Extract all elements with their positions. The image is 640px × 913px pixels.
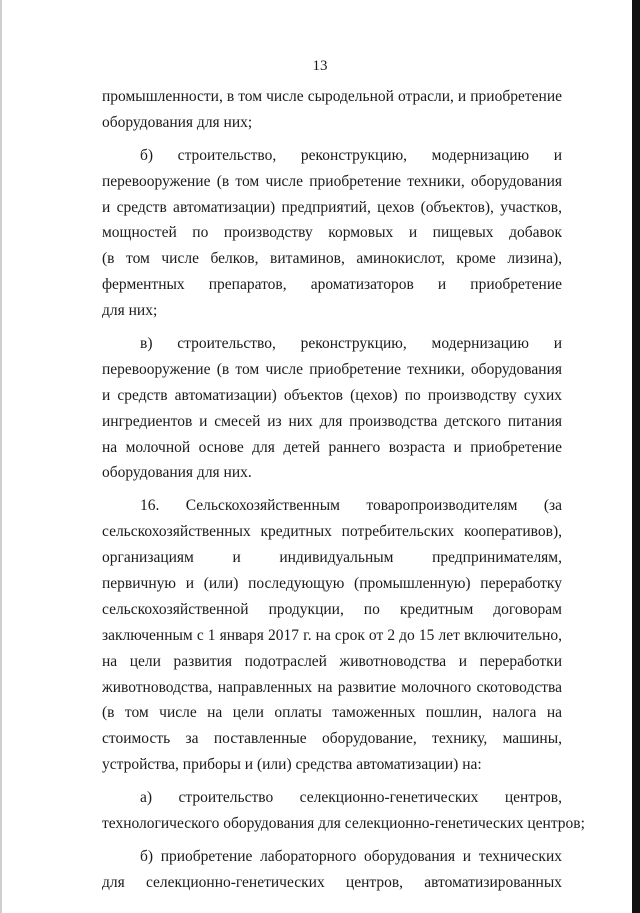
- text-line: для селекционно-генетических центров, автоматизированных: [102, 873, 562, 891]
- scan-right-edge: [632, 0, 640, 913]
- paragraph-gap: [102, 324, 562, 331]
- scan-left-edge: [0, 0, 2, 913]
- text-line: сельскохозяйственных кредитных потребительских кооперативов),: [102, 523, 562, 541]
- paragraph-gap: [102, 837, 562, 844]
- paragraph-gap: [102, 778, 562, 785]
- text-line: перевооружение (в том числе приобретение техники, оборудования: [102, 172, 562, 190]
- text-line: технологического оборудования для селекционно-генетических центров;: [102, 815, 585, 833]
- text-line: б) приобретение лабораторного оборудования и технических: [140, 847, 562, 865]
- text-line: первичную и (или) последующую (промышленную) переработку: [102, 575, 562, 593]
- text-line: сельскохозяйственной продукции, по кредитным договорам: [102, 600, 562, 618]
- text-line: б) строительство, реконструкцию, модернизацию и: [140, 146, 562, 164]
- text-line: оборудования для них.: [102, 464, 252, 482]
- text-line: перевооружение (в том числе приобретение техники, оборудования: [102, 360, 562, 378]
- text-line: устройства, приборы и (или) средства автоматизации) на:: [102, 756, 482, 774]
- text-line: ферментных препаратов, ароматизаторов и приобретение: [102, 276, 562, 294]
- text-line: оборудования для них;: [102, 113, 253, 131]
- text-line: животноводства, направленных на развитие молочного скотоводства: [102, 678, 562, 696]
- paragraph-gap: [102, 486, 562, 493]
- text-line: (в том числе белков, витаминов, аминокислот, кроме лизина),: [102, 250, 562, 268]
- text-line: а) строительство селекционно-генетических центров,: [140, 789, 562, 807]
- paragraph-gap: [102, 136, 562, 143]
- text-line: на цели развития подотраслей животноводства и переработки: [102, 652, 562, 670]
- text-line: промышленности, в том числе сыродельной отрасли, и приобретение: [102, 88, 562, 105]
- text-line: заключенным с 1 января 2017 г. на срок от 2 до 15 лет включительно,: [102, 626, 562, 644]
- text-line: ингредиентов и смесей из них для производства детского питания: [102, 412, 562, 430]
- text-line: и средств автоматизации) предприятий, цехов (объектов), участков,: [102, 198, 562, 216]
- text-line: организациям и индивидуальным предпринимателям,: [102, 549, 562, 567]
- text-line: и средств автоматизации) объектов (цехов) по производству сухих: [102, 386, 562, 404]
- text-line: стоимость за поставленные оборудование, технику, машины,: [102, 730, 562, 748]
- body-text: [102, 84, 585, 896]
- page-number: 13: [312, 58, 328, 74]
- text-line: на молочной основе для детей раннего возраста и приобретение: [102, 438, 562, 456]
- text-line: (в том числе на цели оплаты таможенных пошлин, налога на: [102, 704, 562, 722]
- text-line: в) строительство, реконструкцию, модернизацию и: [140, 335, 562, 353]
- text-line: 16. Сельскохозяйственным товаропроизводителям (за: [140, 497, 562, 515]
- text-line: мощностей по производству кормовых и пищевых добавок: [102, 224, 562, 242]
- text-line: для них;: [102, 302, 158, 320]
